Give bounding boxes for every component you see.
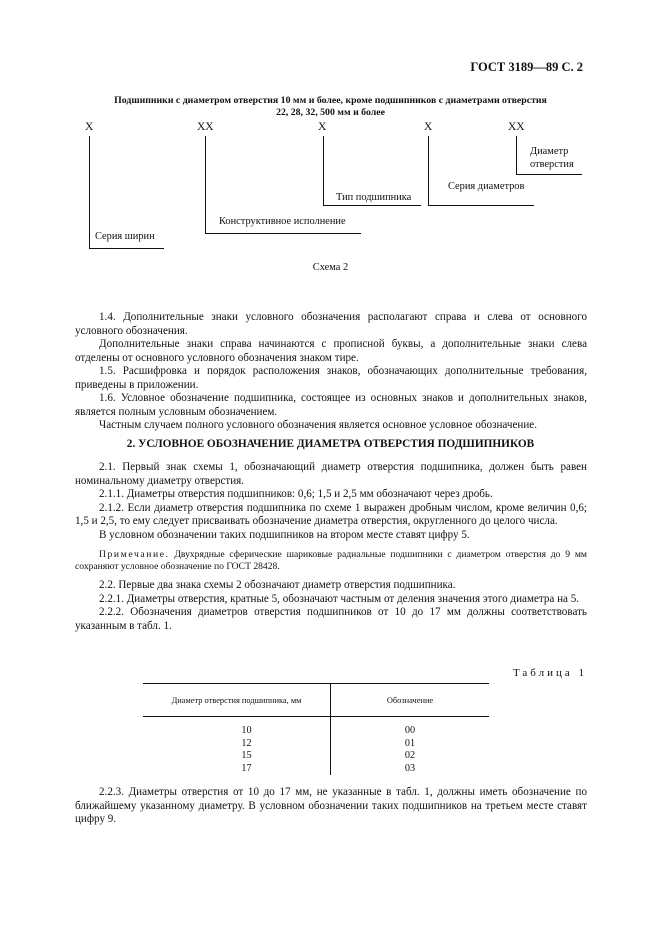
label-bore-line-2: отверстия [530,159,574,170]
underline-width-series [89,248,164,249]
table-cell-code: 01 [404,737,416,749]
section-2-text [75,461,587,633]
paragraph-1-4b: Дополнительные знаки справа начинаются с прописной буквы, а дополнительные знаки слева отделены от основного условного обозначения знаком тире. [75,338,587,364]
scheme-title-line-2: 22, 28, 32, 500 мм и более [276,106,385,118]
label-width-series: Серия ширин [95,231,155,242]
paragraph-1-4: 1.4. Дополнительные знаки условного обозначения располагают справа и слева от основного условного обозначения. [75,311,587,337]
table-cell-code: 00 [404,725,416,737]
paragraph-1-5: 1.5. Расшифровка и порядок расположения знаков, обозначающих дополнительные требования, приведены в приложении. [75,365,587,391]
page-header: ГОСТ 3189—89 С. 2 [470,60,583,74]
paragraph-1-6b: Частным случаем полного условного обозначения является основное условное обозначение. [99,419,537,431]
table-header-code: Обозначение [331,684,490,717]
paragraph-2-2: 2.2. Первые два знака схемы 2 обозначают диаметр отверстия подшипника. [99,579,456,591]
leader-width-series [89,136,90,249]
leader-type [323,136,324,206]
underline-type [323,205,421,206]
paragraph-1-6: 1.6. Условное обозначение подшипника, состоящее из основных знаков и дополнительных знаков, является полным условным обозначением. [75,392,587,418]
table-1 [143,683,489,775]
scheme-symbol-2: XX [197,121,214,133]
scheme-caption: Схема 2 [312,262,349,273]
scheme-symbol-5: XX [508,121,525,133]
scheme-symbol-3: X [318,121,327,133]
table-cell-diameter: 10 [143,717,331,738]
scheme-title-line-1: Подшипники с диаметром отверстия 10 мм и более, кроме подшипников с диаметрами отверстия [114,95,547,106]
paragraph-2-2-1: 2.2.1. Диаметры отверстия, кратные 5, обозначают частным от деления значения этого диаметра на 5. [99,592,580,605]
scheme-symbol-1: X [85,121,94,133]
paragraph-2-1-1: 2.1.1. Диаметры отверстия подшипников: 0,6; 1,5 и 2,5 мм обозначают через дробь. [99,488,493,500]
note-label: Примечание. [99,549,170,560]
leader-design [205,136,206,234]
label-design: Конструктивное исполнение [219,216,346,227]
table-cell-diameter: 17 [143,763,331,776]
leader-diameter-series [428,136,429,206]
table-cell-diameter: 15 [143,750,331,763]
leader-bore [516,136,517,175]
paragraph-2-1-2: 2.1.2. Если диаметр отверстия подшипника по схеме 1 выражен дробным числом, кроме величин 0,6; 1,5 и 2,5, то ему следует присваивать обозначение диаметра отверстия, округленного до целого числа. [75,501,587,527]
section-2-text-end [75,786,587,827]
underline-bore [516,174,582,175]
table-row [143,763,489,776]
note-text: Двухрядные сферические шариковые радиальные подшипники с диаметром отверстия до 9 мм сохраняют условное обозначение по ГОСТ 28428. [75,549,587,572]
label-diameter-series: Серия диаметров [448,181,525,192]
paragraph-2-2-2: 2.2.2. Обозначения диаметров отверстия подшипников от 10 до 17 мм должны соответствовать указанным в табл. 1. [75,606,587,632]
paragraph-2-1: 2.1. Первый знак схемы 1, обозначающий диаметр отверстия подшипника, должен быть равен номинальному диаметру отверстия. [75,461,587,487]
label-type: Тип подшипника [336,192,412,203]
table-caption: Таблица 1 [512,667,587,679]
table-cell-diameter: 12 [143,738,331,751]
table-cell-code: 02 [404,750,416,762]
scheme-title [0,95,661,118]
scheme-symbol-4: X [424,121,433,133]
paragraph-2-2-3: 2.2.3. Диаметры отверстия от 10 до 17 мм, не указанные в табл. 1, должны иметь обозначение по ближайшему указанному диаметру. В условном обозначении таких подшипников на третьем месте ставят цифру 9. [75,786,587,825]
table-header-diameter: Диаметр отверстия подшипника, мм [143,684,331,717]
table-row [143,750,489,763]
table-cell-code: 03 [404,762,416,774]
paragraph-2-1-2b: В условном обозначении таких подшипников на втором месте ставят цифру 5. [99,528,470,541]
label-bore-line-1: Диаметр [530,146,569,157]
note [75,549,587,573]
table-row [143,738,489,751]
table-row [143,717,489,738]
underline-design [205,233,361,234]
section-2-heading: 2. УСЛОВНОЕ ОБОЗНАЧЕНИЕ ДИАМЕТРА ОТВЕРСТИЯ ПОДШИПНИКОВ [126,438,535,450]
section-1-text [75,311,587,433]
underline-diameter-series [428,205,534,206]
